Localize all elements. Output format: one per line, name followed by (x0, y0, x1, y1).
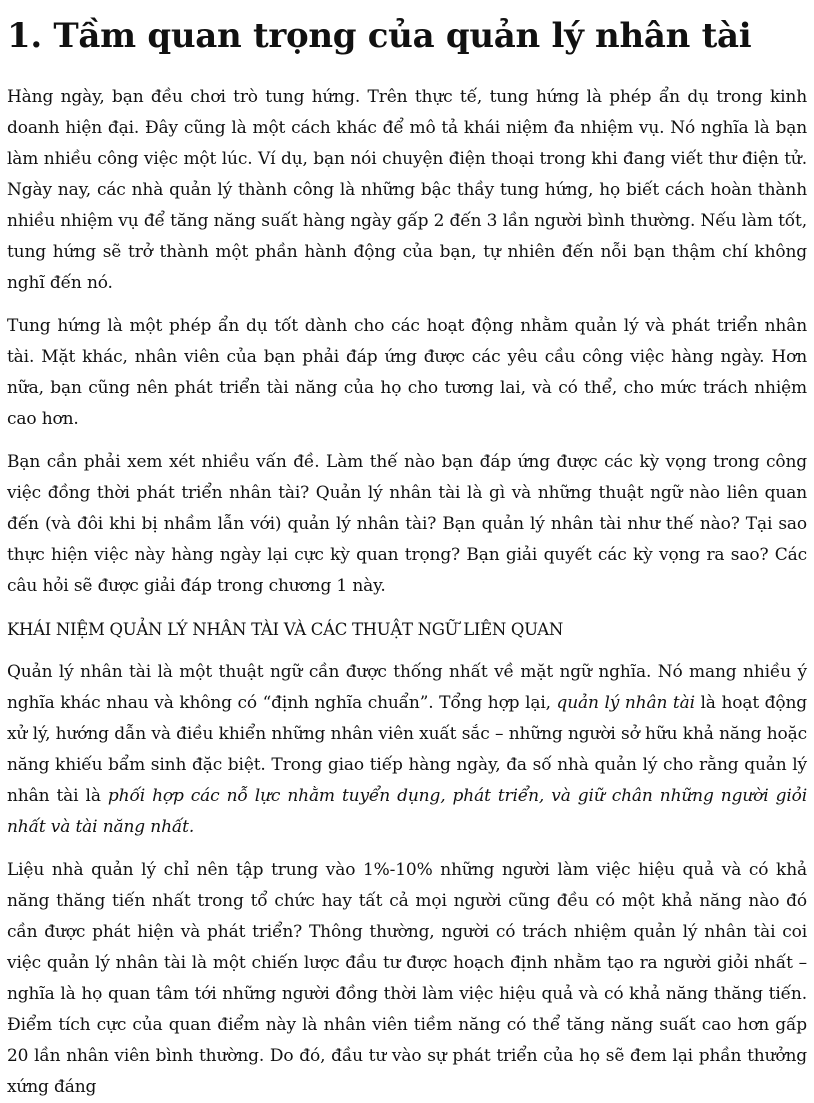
definition-text-part1: Quản lý nhân tài là một thuật ngữ cần được thống nhất về mặt ngữ nghĩa. Nó mang nhiều ý nghĩa khác nhau và không có “định nghĩa chuẩn”. Tổng hợp lại, (7, 662, 807, 713)
section-heading: KHÁI NIỆM QUẢN LÝ NHÂN TÀI VÀ CÁC THUẬT NGỮ LIÊN QUAN (7, 620, 563, 639)
chapter-title: 1. Tầm quan trọng của quản lý nhân tài (7, 16, 752, 56)
paragraph-juggling-metaphor: Tung hứng là một phép ẩn dụ tốt dành cho các hoạt động nhằm quản lý và phát triển nhân tài. Mặt khác, nhân viên của bạn phải đáp ứng được các yêu cầu công việc hàng ngày. Hơn nữa, bạn cũng nên phát triển tài năng của họ cho tương lai, và có thể, cho mức trách nhiệm cao hơn. (7, 316, 807, 429)
paragraph-focus-question: Liệu nhà quản lý chỉ nên tập trung vào 1%-10% những người làm việc hiệu quả và có khả năng thăng tiến nhất trong tổ chức hay tất cả mọi người cũng đều có một khả năng nào đó cần được phát hiện và phát triển? Thông thường, người có trách nhiệm quản lý nhân tài coi việc quản lý nhân tài là một chiến lược đầu tư được hoạch định nhằm tạo ra người giỏi nhất – nghĩa là họ quan tâm tới những người đồng thời làm việc hiệu quả và có khả năng thăng tiến. Điểm tích cực của quan điểm này là nhân viên tiềm năng có thể tăng năng suất cao hơn gấp 20 lần nhân viên bình thường. Do đó, đầu tư vào sự phát triển của họ sẽ đem lại phần thưởng xứng đáng (7, 860, 807, 1097)
definition-text-part2: là hoạt động xử lý, hướng dẫn và điều khiển những nhân viên xuất sắc – những người sở hữu khả năng hoặc năng khiếu bẩm sinh đặc biệt. Trong giao tiếp hàng ngày, đa số nhà quản lý cho rằng quản lý nhân tài là (7, 693, 807, 806)
definition-italic-term: quản lý nhân tài (556, 693, 695, 713)
paragraph-juggling-intro: Hàng ngày, bạn đều chơi trò tung hứng. Trên thực tế, tung hứng là phép ẩn dụ trong kinh doanh hiện đại. Đây cũng là một cách khác để mô tả khái niệm đa nhiệm vụ. Nó nghĩa là bạn làm nhiều công việc một lúc. Ví dụ, bạn nói chuyện điện thoại trong khi đang viết thư điện tử. Ngày nay, các nhà quản lý thành công là những bậc thầy tung hứng, họ biết cách hoàn thành nhiều nhiệm vụ để tăng năng suất hàng ngày gấp 2 đến 3 lần người bình thường. Nếu làm tốt, tung hứng sẽ trở thành một phần hành động của bạn, tự nhiên đến nỗi bạn thậm chí không nghĩ đến nó. (7, 87, 807, 293)
definition-italic-quote: phối hợp các nỗ lực nhằm tuyển dụng, phát triển, và giữ chân những người giỏi nhất và tài năng nhất. (7, 786, 808, 837)
paragraph-definition (7, 657, 807, 843)
paragraph-questions: Bạn cần phải xem xét nhiều vấn đề. Làm thế nào bạn đáp ứng được các kỳ vọng trong công việc đồng thời phát triển nhân tài? Quản lý nhân tài là gì và những thuật ngữ nào liên quan đến (và đôi khi bị nhầm lẫn với) quản lý nhân tài? Bạn quản lý nhân tài như thế nào? Tại sao thực hiện việc này hàng ngày lại cực kỳ quan trọng? Bạn giải quyết các kỳ vọng ra sao? Các câu hỏi sẽ được giải đáp trong chương 1 này. (7, 452, 807, 596)
